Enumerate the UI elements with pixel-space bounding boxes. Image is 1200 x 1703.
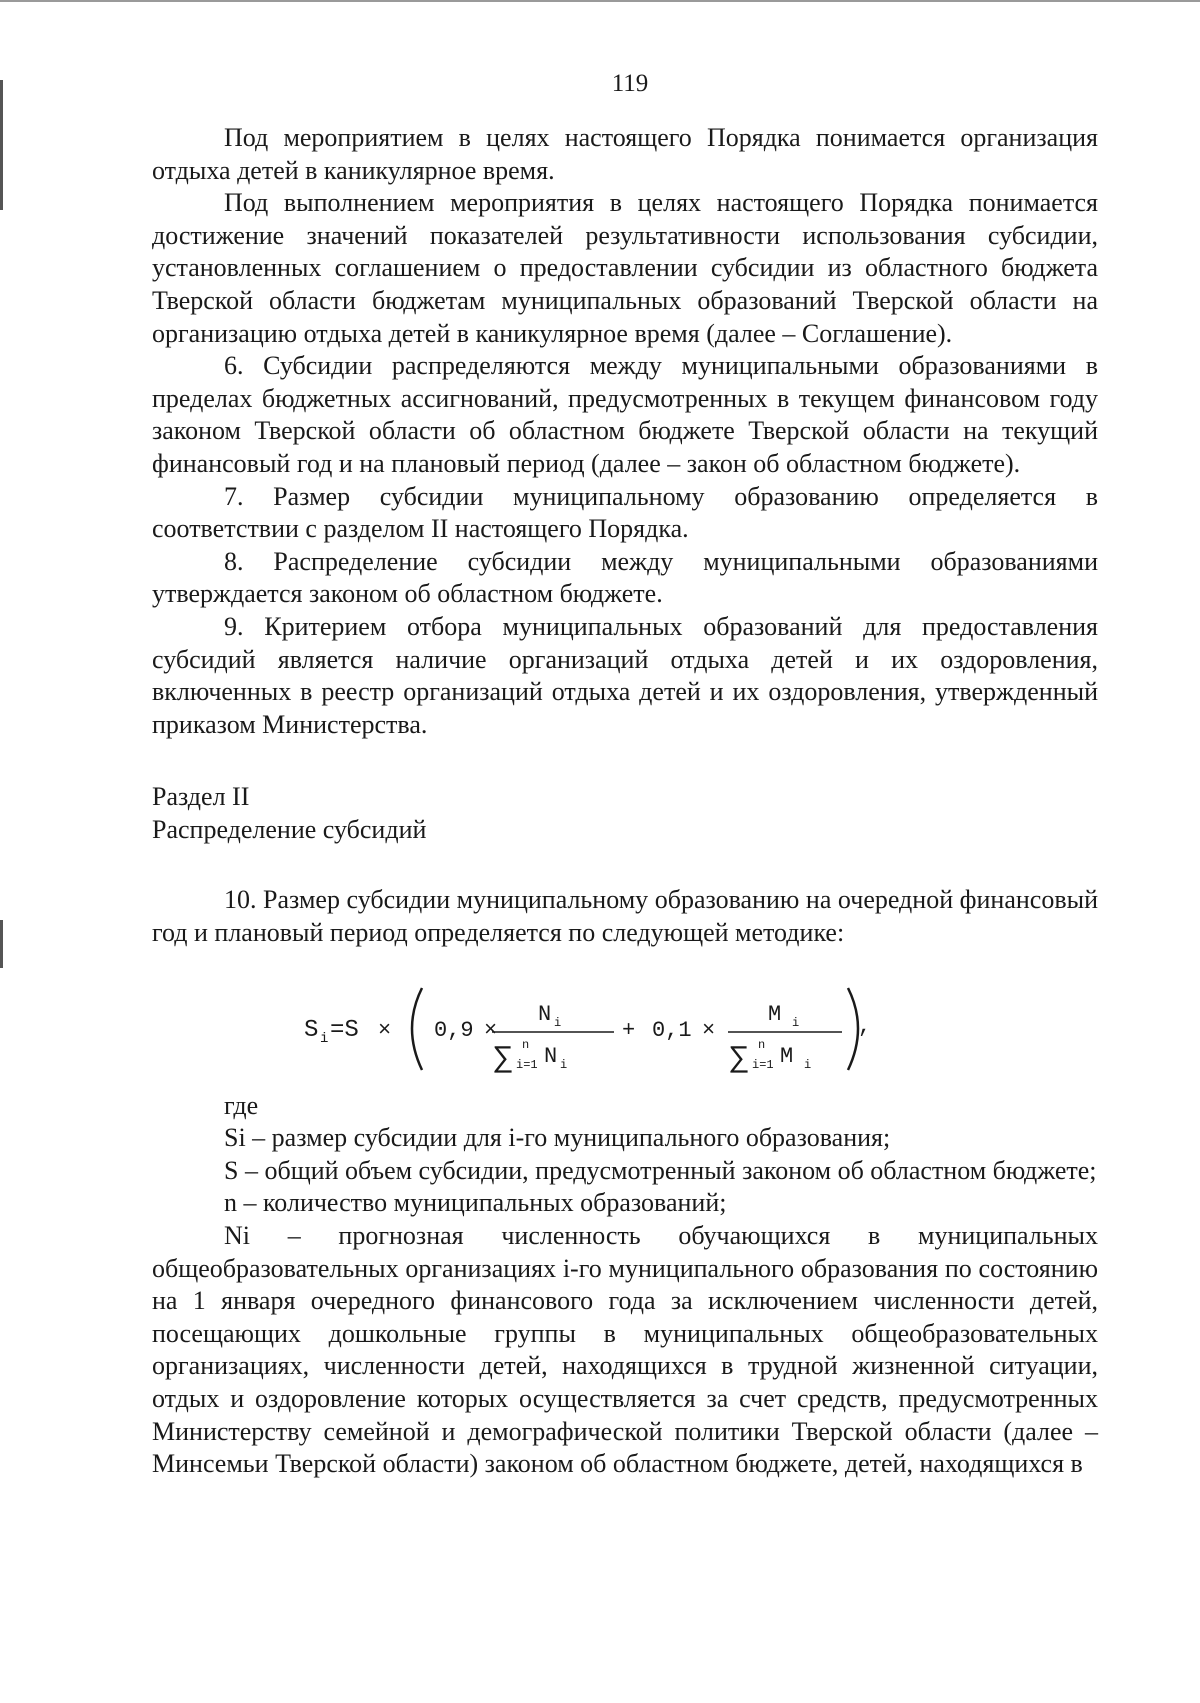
page-number: 119 — [611, 70, 649, 97]
formula-graphic — [152, 970, 1098, 1080]
paragraph: 6. Субсидии распределяются между муниципальными образованиями в пределах бюджетных ассигнований, предусмотренных в текущем финансовом году законом Тверской области об областном бюджете Тверской области на текущий финансовый год и на плановый период (далее – закон об областном бюджете). — [152, 351, 1098, 478]
formula-den2-var: M — [780, 1043, 794, 1069]
section-title: Распределение субсидий — [152, 814, 427, 844]
formula-num2: M — [768, 1001, 782, 1027]
formula-den1-var: N — [544, 1043, 558, 1069]
paragraph: 10. Размер субсидии муниципальному образованию на очередной финансовый год и плановый период определяется по следующей методике: — [152, 885, 1098, 948]
paragraph: 8. Распределение субсидии между муниципальными образованиями утверждается законом об областном бюджете. — [152, 546, 1098, 609]
document-body — [152, 122, 1098, 1481]
definition: Ni – прогнозная численность обучающихся в муниципальных общеобразовательных организациях i-го муниципального образования по состоянию на 1 января очередного финансового года за исключением численности детей, посещающих дошкольные группы в муниципальных общеобразовательных организациях, численности детей, находящихся в трудной жизненной ситуации, отдых и оздоровление которых осуществляется за счет средств, предусмотренных Министерству семейной и демографической политики Тверской области (далее – Минсемьи Тверской области) законом об областном бюджете, детей, находящихся в — [152, 1221, 1098, 1479]
formula-times: × — [484, 1017, 498, 1043]
formula-den1-var-sub: i — [560, 1057, 568, 1072]
definition: n – количество муниципальных образований; — [224, 1188, 727, 1218]
left-scan-mark — [0, 920, 3, 968]
section-heading — [152, 781, 1098, 846]
formula-num1-sub: i — [554, 1015, 562, 1030]
formula-den1-lower: i=1 — [516, 1057, 538, 1072]
formula-num2-sub: i — [792, 1015, 800, 1030]
formula-times: × — [702, 1017, 716, 1043]
formula-num1: N — [538, 1001, 552, 1027]
definitions-list — [152, 1122, 1098, 1481]
formula-den1-upper: n — [522, 1037, 530, 1052]
formula-left-paren — [412, 988, 422, 1070]
paragraph: Под выполнением мероприятия в целях настоящего Порядка понимается достижение значений показателей результативности использования субсидии, установленных соглашением о предоставлении субсидии из областного бюджета Тверской области бюджетам муниципальных образований Тверской области на организацию отдыха детей в каникулярное время (далее – Соглашение). — [152, 188, 1098, 348]
formula-lhs: S — [304, 1016, 319, 1044]
formula-end: , — [858, 1013, 872, 1039]
formula-equals-s: =S — [330, 1016, 359, 1044]
definition: S – общий объем субсидии, предусмотренный законом об областном бюджете; — [224, 1155, 1097, 1185]
left-scan-mark — [0, 80, 3, 210]
formula-coef2: 0,1 — [652, 1017, 692, 1043]
formula-times: × — [378, 1017, 392, 1043]
formula-den2-var-sub: i — [804, 1057, 812, 1072]
paragraph: Под мероприятием в целях настоящего Порядка понимается организация отдыха детей в каникулярное время. — [152, 123, 1098, 185]
formula-den2-upper: n — [758, 1037, 766, 1052]
formula-right-paren — [848, 988, 858, 1070]
definition: Si – размер субсидии для i-го муниципального образования; — [224, 1123, 891, 1153]
section-label: Раздел II — [152, 782, 250, 812]
formula-den2-lower: i=1 — [752, 1057, 774, 1072]
top-scan-edge — [0, 0, 1200, 2]
formula-plus: + — [622, 1017, 636, 1043]
formula-den2-sum: ∑ — [730, 1041, 749, 1076]
paragraph: 7. Размер субсидии муниципальному образованию определяется в соответствии с разделом II настоящего Порядка. — [152, 481, 1098, 544]
where-label: где — [224, 1090, 259, 1120]
paragraph: 9. Критерием отбора муниципальных образований для предоставления субсидий является наличие организаций отдыха детей и их оздоровления, включенных в реестр организаций отдыха детей и их оздоровления, утвержденный приказом Министерства. — [152, 611, 1098, 739]
formula-den1-sum: ∑ — [494, 1041, 513, 1076]
formula-coef1: 0,9 — [434, 1017, 474, 1043]
formula — [152, 970, 1098, 1080]
formula-lhs-sub: i — [320, 1030, 329, 1047]
